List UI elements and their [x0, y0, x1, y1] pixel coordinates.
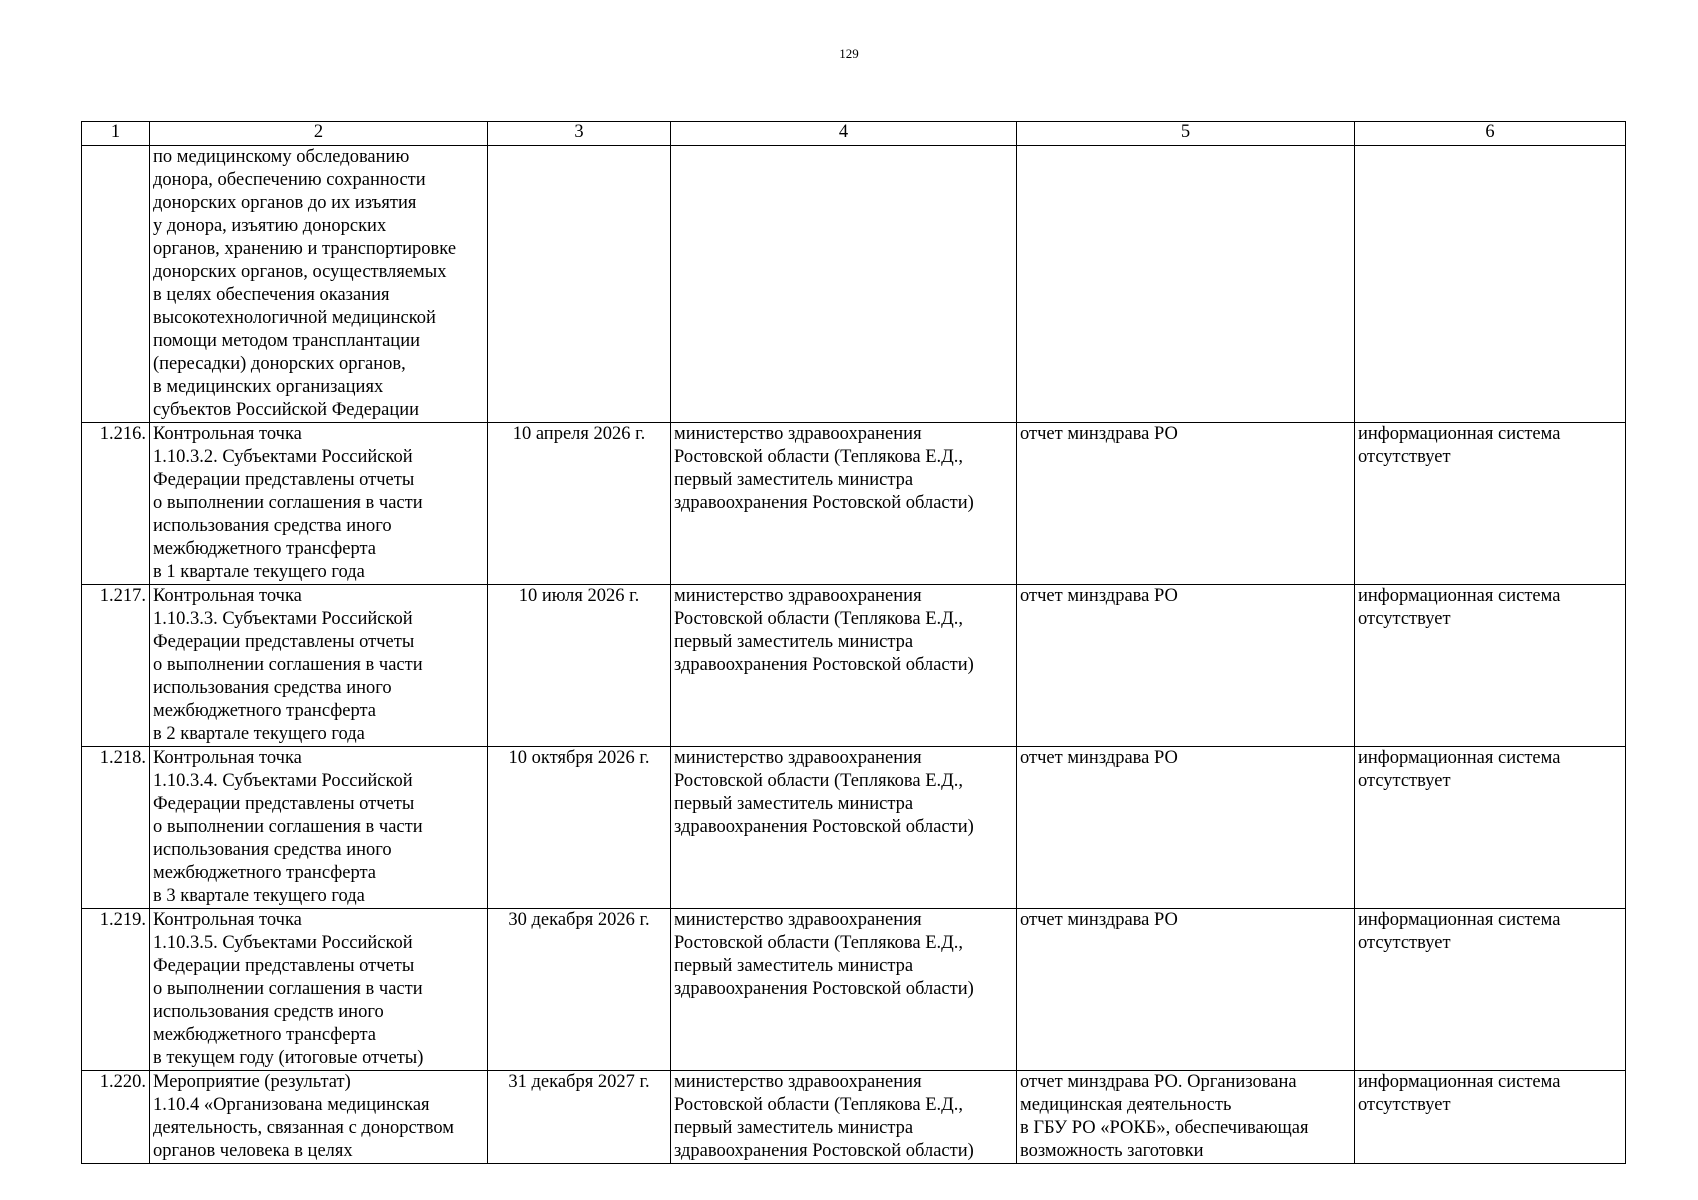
plan-table: [81, 121, 1626, 1164]
table-row: [82, 747, 1626, 909]
row-document: отчет минздрава РО: [1017, 909, 1355, 1071]
row-system: информационная система отсутствует: [1355, 423, 1626, 585]
table-row: [82, 146, 1626, 423]
column-header-5: 5: [1017, 122, 1355, 146]
row-date: 10 июля 2026 г.: [488, 585, 671, 747]
row-description: Контрольная точка 1.10.3.3. Субъектами Российской Федерации представлены отчеты о выполнении соглашения в части использования средства иного межбюджетного трансферта в 2 квартале текущего года: [150, 585, 488, 747]
row-document: отчет минздрава РО: [1017, 585, 1355, 747]
column-header-2: 2: [150, 122, 488, 146]
row-document: отчет минздрава РО. Организована медицинская деятельность в ГБУ РО «РОКБ», обеспечивающая возможность заготовки: [1017, 1071, 1355, 1164]
row-system: [1355, 146, 1626, 423]
row-number: 1.217.: [82, 585, 150, 747]
row-system: информационная система отсутствует: [1355, 585, 1626, 747]
row-system: информационная система отсутствует: [1355, 909, 1626, 1071]
row-number: 1.218.: [82, 747, 150, 909]
row-date: 10 апреля 2026 г.: [488, 423, 671, 585]
row-date: 31 декабря 2027 г.: [488, 1071, 671, 1164]
row-document: [1017, 146, 1355, 423]
row-description: Мероприятие (результат) 1.10.4 «Организована медицинская деятельность, связанная с донорством органов человека в целях: [150, 1071, 488, 1164]
row-number: [82, 146, 150, 423]
row-responsible: министерство здравоохранения Ростовской области (Теплякова Е.Д., первый заместитель министра здравоохранения Ростовской области): [671, 585, 1017, 747]
column-header-3: 3: [488, 122, 671, 146]
row-system: информационная система отсутствует: [1355, 1071, 1626, 1164]
header-row: [82, 122, 1626, 146]
row-date: 30 декабря 2026 г.: [488, 909, 671, 1071]
row-responsible: министерство здравоохранения Ростовской области (Теплякова Е.Д., первый заместитель министра здравоохранения Ростовской области): [671, 909, 1017, 1071]
row-responsible: министерство здравоохранения Ростовской области (Теплякова Е.Д., первый заместитель министра здравоохранения Ростовской области): [671, 423, 1017, 585]
column-header-6: 6: [1355, 122, 1626, 146]
row-description: Контрольная точка 1.10.3.5. Субъектами Российской Федерации представлены отчеты о выполнении соглашения в части использования средств иного межбюджетного трансферта в текущем году (итоговые отчеты): [150, 909, 488, 1071]
row-description: Контрольная точка 1.10.3.4. Субъектами Российской Федерации представлены отчеты о выполнении соглашения в части использования средства иного межбюджетного трансферта в 3 квартале текущего года: [150, 747, 488, 909]
row-description: по медицинскому обследованию донора, обеспечению сохранности донорских органов до их изъятия у донора, изъятию донорских органов, хранению и транспортировке донорских органов, осуществляемых в целях обеспечения оказания высокотехнологичной медицинской помощи методом трансплантации (пересадки) донорских органов, в медицинских организациях субъектов Российской Федерации: [150, 146, 488, 423]
column-header-1: 1: [82, 122, 150, 146]
row-date: 10 октября 2026 г.: [488, 747, 671, 909]
row-system: информационная система отсутствует: [1355, 747, 1626, 909]
column-header-4: 4: [671, 122, 1017, 146]
table-row: [82, 585, 1626, 747]
row-responsible: министерство здравоохранения Ростовской области (Теплякова Е.Д., первый заместитель министра здравоохранения Ростовской области): [671, 747, 1017, 909]
page-number: 129: [839, 46, 859, 61]
row-number: 1.220.: [82, 1071, 150, 1164]
row-document: отчет минздрава РО: [1017, 423, 1355, 585]
table-row: [82, 909, 1626, 1071]
row-responsible: [671, 146, 1017, 423]
row-number: 1.219.: [82, 909, 150, 1071]
row-description: Контрольная точка 1.10.3.2. Субъектами Российской Федерации представлены отчеты о выполнении соглашения в части использования средства иного межбюджетного трансферта в 1 квартале текущего года: [150, 423, 488, 585]
row-document: отчет минздрава РО: [1017, 747, 1355, 909]
row-date: [488, 146, 671, 423]
row-responsible: министерство здравоохранения Ростовской области (Теплякова Е.Д., первый заместитель министра здравоохранения Ростовской области): [671, 1071, 1017, 1164]
table-row: [82, 1071, 1626, 1164]
table-row: [82, 423, 1626, 585]
row-number: 1.216.: [82, 423, 150, 585]
